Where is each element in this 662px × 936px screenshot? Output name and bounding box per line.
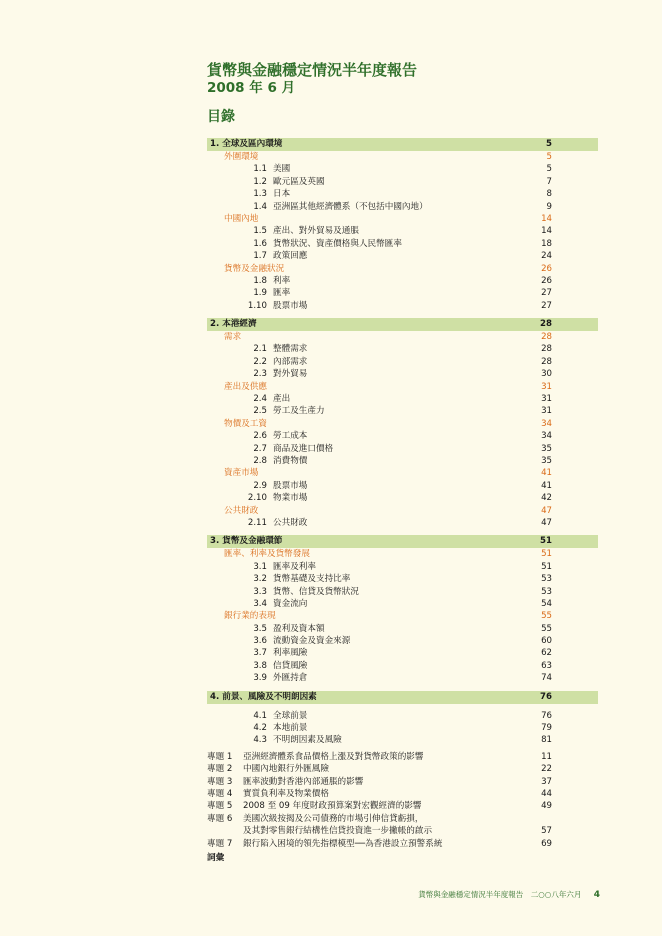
toc-item <box>207 710 598 722</box>
item-label: 勞工成本 <box>273 431 308 442</box>
toc-item <box>207 405 598 417</box>
item-label: 股票市場 <box>273 480 308 491</box>
item-label: 匯率及利率 <box>273 561 316 572</box>
chapter-heading <box>207 535 598 548</box>
item-page: 47 <box>541 517 552 528</box>
section-page: 34 <box>541 418 552 429</box>
table-of-contents <box>207 138 598 864</box>
item-label: 美國 <box>273 164 291 175</box>
item-label: 匯率 <box>273 288 291 299</box>
toc-item <box>207 300 598 312</box>
item-page: 76 <box>541 710 552 721</box>
item-number: 4.2 <box>253 723 267 734</box>
footer-text: 貨幣與金融穩定情況半年度報告 二○○八年六月 <box>418 890 582 899</box>
item-label: 勞工及生產力 <box>273 406 325 417</box>
item-page: 63 <box>541 660 552 671</box>
section-heading <box>207 505 598 517</box>
box-text: 中國內地銀行外匯風險 <box>243 764 329 775</box>
toc-heading: 目錄 <box>207 109 235 125</box>
box-label: 專題 7 <box>207 838 233 849</box>
section-page: 26 <box>541 263 552 274</box>
item-label: 商品及進口價格 <box>273 443 334 454</box>
item-number: 2.7 <box>253 443 267 454</box>
box-item <box>207 813 598 825</box>
box-label: 專題 6 <box>207 813 233 824</box>
box-item <box>207 776 598 788</box>
box-item <box>207 800 598 812</box>
item-page: 41 <box>541 480 552 491</box>
item-label: 信貸風險 <box>273 660 308 671</box>
chapter-heading <box>207 318 598 331</box>
box-label: 專題 5 <box>207 801 233 812</box>
toc-item <box>207 287 598 299</box>
item-page: 51 <box>541 561 552 572</box>
item-page: 53 <box>541 574 552 585</box>
item-label: 全球前景 <box>273 710 308 721</box>
item-number: 4.3 <box>253 735 267 746</box>
item-label: 整體需求 <box>273 344 308 355</box>
box-label: 專題 4 <box>207 788 233 799</box>
item-number: 2.4 <box>253 394 267 405</box>
box-text: 亞洲經濟體系食品價格上漲及對貨幣政策的影響 <box>243 751 424 762</box>
item-number: 2.9 <box>253 480 267 491</box>
item-label: 貨幣、信貸及貨幣狀況 <box>273 586 359 597</box>
box-item <box>207 825 598 837</box>
item-number: 1.6 <box>253 238 267 249</box>
toc-item <box>207 573 598 585</box>
chapter-heading <box>207 691 598 704</box>
item-number: 3.5 <box>253 623 267 634</box>
section-heading <box>207 548 598 560</box>
item-page: 27 <box>541 300 552 311</box>
box-page: 11 <box>541 751 552 762</box>
chapter-label: 3. 貨幣及金融環節 <box>210 536 283 547</box>
toc-item <box>207 225 598 237</box>
section-page: 31 <box>541 381 552 392</box>
item-number: 1.2 <box>253 176 267 187</box>
section-label: 中國內地 <box>224 213 259 224</box>
toc-item <box>207 492 598 504</box>
section-label: 外圍環境 <box>224 152 259 162</box>
box-item <box>207 788 598 800</box>
item-number: 3.3 <box>253 586 267 597</box>
item-page: 35 <box>541 455 552 466</box>
chapter-page: 5 <box>546 139 552 149</box>
page-footer <box>418 889 600 900</box>
item-label: 物業市場 <box>273 493 308 504</box>
item-label: 不明朗因素及風險 <box>273 735 342 746</box>
box-page: 37 <box>541 776 552 787</box>
toc-item <box>207 393 598 405</box>
item-label: 歐元區及英國 <box>273 176 325 187</box>
box-label: 專題 1 <box>207 751 233 762</box>
toc-item <box>207 598 598 610</box>
item-number: 2.11 <box>247 517 267 528</box>
toc-item <box>207 430 598 442</box>
toc-item <box>207 623 598 635</box>
item-page: 18 <box>541 238 552 249</box>
toc-item <box>207 660 598 672</box>
section-heading <box>207 610 598 622</box>
item-number: 3.7 <box>253 648 267 659</box>
section-label: 貨幣及金融狀況 <box>224 263 285 274</box>
item-page: 9 <box>546 201 552 212</box>
item-number: 1.5 <box>253 226 267 237</box>
item-label: 股票市場 <box>273 300 308 311</box>
box-text: 實質負利率及物業價格 <box>243 788 329 799</box>
box-page: 44 <box>541 788 552 799</box>
item-page: 5 <box>546 164 552 175</box>
section-page: 28 <box>541 332 552 343</box>
item-label: 亞洲區其他經濟體系（不包括中國內地） <box>273 201 428 212</box>
toc-item <box>207 722 598 734</box>
section-label: 需求 <box>224 332 242 343</box>
toc-item <box>207 343 598 355</box>
section-label: 公共財政 <box>224 505 259 516</box>
item-label: 產出、對外貿易及通脹 <box>273 226 359 237</box>
item-page: 81 <box>541 735 552 746</box>
item-label: 利率 <box>273 275 291 286</box>
item-page: 34 <box>541 431 552 442</box>
item-label: 產出 <box>273 394 291 405</box>
box-page: 69 <box>541 838 552 849</box>
section-heading <box>207 213 598 225</box>
toc-item <box>207 443 598 455</box>
item-number: 2.1 <box>253 344 267 355</box>
toc-item <box>207 455 598 467</box>
toc-item <box>207 561 598 573</box>
item-page: 31 <box>541 406 552 417</box>
section-label: 產出及供應 <box>224 381 267 392</box>
section-heading <box>207 151 598 163</box>
item-number: 3.1 <box>253 561 267 572</box>
section-heading <box>207 381 598 393</box>
item-label: 消費物價 <box>273 455 308 466</box>
item-number: 3.9 <box>253 673 267 684</box>
item-label: 外匯持倉 <box>273 673 308 684</box>
section-page: 55 <box>541 611 552 622</box>
toc-item <box>207 734 598 746</box>
item-number: 2.2 <box>253 356 267 367</box>
chapter-label: 1. 全球及區內環境 <box>210 139 283 149</box>
chapter-label: 2. 本港經濟 <box>210 319 257 330</box>
toc-item <box>207 201 598 213</box>
section-heading <box>207 467 598 479</box>
box-label: 專題 2 <box>207 764 233 775</box>
item-label: 政策回應 <box>273 251 308 262</box>
box-text: 銀行陷入困境的領先指標模型──為香港設立預警系統 <box>243 838 443 849</box>
box-item <box>207 763 598 775</box>
item-page: 53 <box>541 586 552 597</box>
item-page: 26 <box>541 275 552 286</box>
item-number: 3.4 <box>253 598 267 609</box>
item-page: 42 <box>541 493 552 504</box>
toc-item <box>207 635 598 647</box>
toc-item <box>207 250 598 262</box>
box-item <box>207 751 598 763</box>
box-page: 49 <box>541 801 552 812</box>
toc-item <box>207 586 598 598</box>
item-label: 日本 <box>273 189 291 200</box>
box-label: 專題 3 <box>207 776 233 787</box>
item-number: 1.10 <box>247 300 267 311</box>
box-list <box>207 751 598 850</box>
chapter-page: 28 <box>540 319 552 330</box>
section-page: 14 <box>541 213 552 224</box>
box-item <box>207 838 598 850</box>
section-page: 51 <box>541 549 552 560</box>
item-number: 3.8 <box>253 660 267 671</box>
item-number: 2.3 <box>253 369 267 380</box>
section-heading <box>207 263 598 275</box>
chapter-heading <box>207 138 598 151</box>
item-number: 1.9 <box>253 288 267 299</box>
section-label: 銀行業的表現 <box>224 611 276 622</box>
toc-item <box>207 356 598 368</box>
item-label: 流動資金及資金來源 <box>273 636 351 647</box>
item-label: 資金流向 <box>273 598 308 609</box>
chapter-page: 76 <box>540 691 552 702</box>
glossary-entry: 詞彙 <box>207 852 225 863</box>
toc-item <box>207 517 598 529</box>
item-label: 盈利及資本額 <box>273 623 325 634</box>
item-number: 1.4 <box>253 201 267 212</box>
item-page: 54 <box>541 598 552 609</box>
report-date: 2008 年 6 月 <box>207 80 296 96</box>
item-number: 1.7 <box>253 251 267 262</box>
toc-item <box>207 368 598 380</box>
item-page: 28 <box>541 344 552 355</box>
section-label: 匯率、利率及貨幣發展 <box>224 549 310 560</box>
section-heading <box>207 418 598 430</box>
item-page: 60 <box>541 636 552 647</box>
box-page: 22 <box>541 764 552 775</box>
item-page: 79 <box>541 723 552 734</box>
item-number: 1.1 <box>253 164 267 175</box>
report-title: 貨幣與金融穩定情況半年度報告 <box>207 61 418 79</box>
section-page: 5 <box>546 152 552 162</box>
item-number: 2.5 <box>253 406 267 417</box>
item-label: 對外貿易 <box>273 369 308 380</box>
box-text: 2008 至 09 年度財政預算案對宏觀經濟的影響 <box>243 801 422 812</box>
item-number: 2.6 <box>253 431 267 442</box>
box-text: 美國次級按揭及公司債務的市場引伸信貸虧損， <box>243 813 424 824</box>
item-label: 貨幣基礎及支持比率 <box>273 574 351 585</box>
box-page: 57 <box>541 826 552 837</box>
item-page: 28 <box>541 356 552 367</box>
toc-item <box>207 238 598 250</box>
toc-item <box>207 647 598 659</box>
chapter-label: 4. 前景、風險及不明朗因素 <box>210 691 317 702</box>
section-page: 47 <box>541 505 552 516</box>
item-label: 本地前景 <box>273 723 308 734</box>
item-number: 2.8 <box>253 455 267 466</box>
item-page: 24 <box>541 251 552 262</box>
item-page: 55 <box>541 623 552 634</box>
box-text: 及其對零售銀行結構性信貸投資進一步撇帳的啟示 <box>243 826 433 837</box>
item-page: 8 <box>546 189 552 200</box>
item-number: 3.2 <box>253 574 267 585</box>
section-label: 物價及工資 <box>224 418 267 429</box>
item-number: 1.8 <box>253 275 267 286</box>
item-page: 31 <box>541 394 552 405</box>
item-number: 1.3 <box>253 189 267 200</box>
item-page: 30 <box>541 369 552 380</box>
item-page: 35 <box>541 443 552 454</box>
item-number: 2.10 <box>247 493 267 504</box>
toc-item <box>207 163 598 175</box>
item-label: 公共財政 <box>273 517 308 528</box>
section-page: 41 <box>541 468 552 479</box>
item-label: 利率風險 <box>273 648 308 659</box>
item-page: 27 <box>541 288 552 299</box>
toc-item <box>207 176 598 188</box>
item-label: 內部需求 <box>273 356 308 367</box>
item-number: 3.6 <box>253 636 267 647</box>
item-label: 貨幣狀況、資產價格與人民幣匯率 <box>273 238 402 249</box>
toc-item <box>207 672 598 684</box>
item-page: 7 <box>546 176 552 187</box>
item-number: 4.1 <box>253 710 267 721</box>
footer-page-number: 4 <box>593 890 600 900</box>
chapter-page: 51 <box>540 536 552 547</box>
item-page: 14 <box>541 226 552 237</box>
toc-item <box>207 188 598 200</box>
box-text: 匯率波動對香港內部通脹的影響 <box>243 776 364 787</box>
section-heading <box>207 331 598 343</box>
toc-item <box>207 480 598 492</box>
item-page: 74 <box>541 673 552 684</box>
section-label: 資產市場 <box>224 468 259 479</box>
item-page: 62 <box>541 648 552 659</box>
toc-item <box>207 275 598 287</box>
